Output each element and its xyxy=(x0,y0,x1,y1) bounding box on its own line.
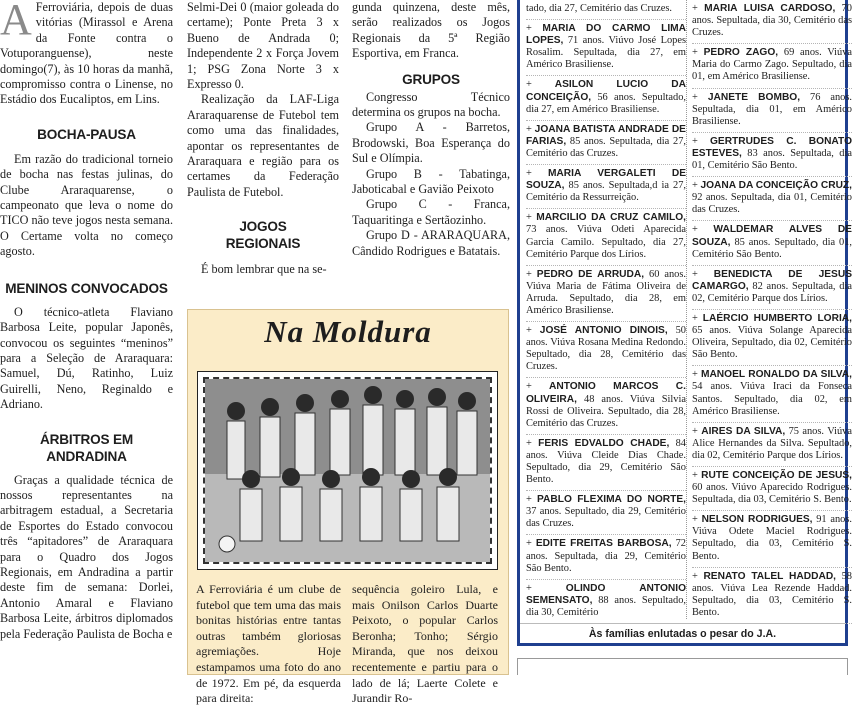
obituary-details: 76 anos. Sepultada, dia 01, em Américo Brasiliense. xyxy=(692,91,852,127)
obituary-details: 60 anos. Viúva Maria de Fátima Oliveira de Arruda. Sepultado, dia 28, em Américo Brasiliense. xyxy=(526,268,686,316)
obituary-name: PABLO FLEXIMA DO NORTE, xyxy=(536,494,686,506)
obituary-entry: + AIRES DA SILVA, 75 anos. Viúva Alice Hernandes da Silva. Sepultado, dia 02, Cemitério Parque dos Lírios. xyxy=(692,423,852,467)
obituary-name: MARIA DO CARMO LIMA LOPES, xyxy=(526,23,686,47)
obituary-entry xyxy=(526,0,686,20)
arbitros-heading: ÁRBITROS EM ANDRADINA xyxy=(40,431,133,464)
obituary-details: 91 anos. Viúva Odete Maciel Rodrigues. Sepultado, dia 03, Cemitério S. Bento. xyxy=(692,514,852,562)
obituary-right-column xyxy=(692,0,852,624)
obituary-name: ASILON LUCIO DA CONCEIÇÃO, xyxy=(526,79,686,103)
column-3 xyxy=(352,0,510,259)
obituary-entry: + JOANA BATISTA ANDRADE DE FARIAS, 85 anos. Sepultada, dia 27, Cemitério das Cruzes. xyxy=(526,121,686,165)
jogos-paragraph: É bom lembrar que na se- xyxy=(201,262,327,277)
obituary-entry: + EDITE FREITAS BARBOSA, 72 anos. Sepultada, dia 29, Cemitério São Bento. xyxy=(526,535,686,579)
obituary-details: 54 anos. Viúva Iraci da Fonseca Santos. Sepultado, dia 02, em Américo Brasiliense. xyxy=(692,381,852,417)
results-paragraph: Selmi-Dei 0 (maior goleada do certame); Ponte Preta 3 x Bueno de Andrada 0; Independente 2 x Força Jovem 1; PSG Zona Norte 3 x Expresso 0. xyxy=(187,0,339,92)
grupo-d: Grupo D - ARARAQUARA, Cândido Rodrigues e Batatais. xyxy=(352,228,510,258)
obituary-entry: + WALDEMAR ALVES DE SOUZA, 85 anos. Sepultado, dia 01, Cemitério São Bento. xyxy=(692,221,852,265)
obituary-entry: + GERTRUDES C. BONATO ESTEVES, 83 anos. Sepultada, dia 01, Cemitério São Bento. xyxy=(692,133,852,177)
obituary-details: 48 anos. Viúva Silvia Rossi de Oliveira. Sepultado, dia 28, Cemitério das Cruzes. xyxy=(526,393,686,429)
obituary-divider xyxy=(686,0,687,619)
obituary-name: MANOEL RONALDO DA SILVA, xyxy=(700,369,852,381)
obituary-name: JOSÉ ANTONIO DINOIS, xyxy=(539,325,668,337)
obituary-entry: + BENEDICTA DE JESUS CAMARGO, 82 anos. Sepultada, dia 02, Cemitério Parque dos Lírios. xyxy=(692,266,852,310)
obituary-entry: + OLINDO ANTONIO SEMENSATO, 88 anos. Sepultado, dia 30, Cemitério xyxy=(526,580,686,624)
obituary-entry: + PEDRO ZAGO, 69 anos. Viúva Maria do Carmo Zago. Sepultado, dia 01, em Américo Brasiliense. xyxy=(692,44,852,88)
obituary-name: MARCILIO DA CRUZ CAMILO, xyxy=(536,212,686,224)
obituary-entry: + LAÉRCIO HUMBERTO LORIA, 65 anos. Viúva Solange Aparecida Oliveira, Sepultado, dia 02, Cemitério São Bento. xyxy=(692,310,852,366)
moldura-title: Na Moldura xyxy=(264,314,432,349)
next-article-box xyxy=(517,658,848,675)
bocha-paragraph: Em razão do tradicional torneio de bocha nas festas julinas, do Clube Araraquarense, o campeonato que leva o nome do TICO não teve jogos nesta semana. O Certame volta no começo agosto. xyxy=(0,151,173,259)
obituary-details: 92 anos. Sepultada, dia 01, Cemitério das Cruzes. xyxy=(692,192,852,216)
obituary-name: AIRES DA SILVA, xyxy=(701,425,786,437)
obituary-name: JANETE BOMBO, xyxy=(707,91,801,103)
obituary-footer: Às famílias enlutadas o pesar do J.A. xyxy=(520,623,845,640)
obituary-details: 71 anos. Viúvo José Lopes Rosalim. Sepultada, dia 27, em Américo Brasiliense. xyxy=(526,35,686,71)
obituary-name: BENEDICTA DE JESUS CAMARGO, xyxy=(692,268,852,292)
obituary-name: PEDRO DE ARRUDA, xyxy=(536,268,645,280)
obituary-details: 58 anos. Viúva Lea Rezende Haddad. Sepultado, dia 03, Cemitério S. Bento. xyxy=(692,570,852,618)
arbitros-paragraph: Graças a qualidade técnica de nossos representantes na arbitragem estadual, a Secretaria de Esportes do Estado convocou três “apitadores” de Araraquara para o Quadro dos Jogos Regionais, em Andradina a partir deste fim de semana: Dorlei, Antonio Amaral e Flaviano Barbosa Leite, árbitros diplomados pela Federação Paulista de Bocha e xyxy=(0,472,173,641)
obituary-name: WALDEMAR ALVES DE SOUZA, xyxy=(692,224,852,248)
obituary-details: 82 anos. Sepultada, dia 02, Cemitério Parque dos Lírios. xyxy=(692,280,852,304)
obituary-details: 85 anos. Sepultada, dia 27, Cemitério das Cruzes. xyxy=(526,135,686,159)
obituary-details: 75 anos. Viúva Alice Hernandes da Silva. Sepultado, dia 02, Cemitério Parque dos Lírios. xyxy=(692,425,852,461)
moldura-text-right: sequência goleiro Lula, e mais Onilson Carlos Duarte Peixoto, o popular Carlos Beronha; Tonho; Sérgio Miranda, que nos deixou recentemente e partiu para o lado de lá; Laerte Colete e Jurandir Ro- xyxy=(352,582,498,706)
obituary-details: 83 anos. Sepultada, dia 01, Cemitério São Bento. xyxy=(692,147,852,172)
obituary-entry: + MARIA VERGALETI DE SOUZA, 85 anos. Sepultada,d ia 27, Cemitério da Ressurreição. xyxy=(526,165,686,209)
obituary-name: JOANA BATISTA ANDRADE DE FARIAS, xyxy=(526,123,686,147)
moldura-text-left: A Ferroviária é um clube de futebol que tem uma das mais bonitas histórias entre tantas outras também gloriosas agremiações. Hoje estampamos uma foto do ano de 1972. Em pé, da esquerda para direita: xyxy=(196,582,341,706)
obituary-entry: + FERIS EDVALDO CHADE, 84 anos. Viúva Cleide Dias Chade. Sepultado, dia 29, Cemitério São Bento. xyxy=(526,435,686,491)
obituary-name: LAÉRCIO HUMBERTO LORIA, xyxy=(702,312,852,324)
obituary-entry: + JANETE BOMBO, 76 anos. Sepultada, dia 01, em Américo Brasiliense. xyxy=(692,89,852,133)
obituary-name: GERTRUDES C. BONATO ESTEVES, xyxy=(692,135,852,159)
obituary-entry: + MARIA LUISA CARDOSO, 70 anos. Sepultada, dia 30, Cemitério das Cruzes. xyxy=(692,0,852,44)
dropcap: A xyxy=(0,0,32,44)
obituary-entry: + MANOEL RONALDO DA SILVA, 54 anos. Viúva Iraci da Fonseca Santos. Sepultado, dia 02, em Américo Brasiliense. xyxy=(692,366,852,422)
team-photo-illustration xyxy=(205,379,490,562)
column-1 xyxy=(0,0,173,642)
bocha-heading: BOCHA-PAUSA xyxy=(37,126,136,142)
obituary-box xyxy=(517,0,852,646)
grupos-heading: GRUPOS xyxy=(402,71,460,87)
obituary-details: 85 anos. Sepultado, dia 01, Cemitério São Bento. xyxy=(692,236,852,260)
obituary-entry: + MARCILIO DA CRUZ CAMILO, 73 anos. Viúva Odeti Aparecida Garcia Camilo. Sepultado, dia 27, Cemitério Parque dos Lírios. xyxy=(526,209,686,265)
obituary-entry: + RUTE CONCEIÇÃO DE JESUS, 60 anos. Viúvo Aparecido Rodrigues. Sepultada, dia 03, Cemitério S. Bento. xyxy=(692,467,852,511)
grupo-c: Grupo C - Franca, Taquaritinga e Sertãozinho. xyxy=(352,197,510,227)
obituary-entry: + PABLO FLEXIMA DO NORTE, 37 anos. Sepultado, dia 29, Cemitério das Cruzes. xyxy=(526,491,686,535)
obituary-details: 50 anos. Viúva Rosana Medina Redondo. Sepultado, dia 28, Cemitério das Cruzes. xyxy=(526,325,686,373)
grupos-intro: Congresso Técnico determina os grupos na bocha. xyxy=(352,89,510,120)
team-photo xyxy=(197,371,498,570)
obituary-entry: + RENATO TALEL HADDAD, 58 anos. Viúva Lea Rezende Haddad. Sepultado, dia 03, Cemitério S. Bento. xyxy=(692,568,852,624)
column-2 xyxy=(187,0,339,278)
obituary-entry: + NELSON RODRIGUES, 91 anos. Viúva Odete Maciel Rodrigues. Sepultado, dia 03, Cemitério S. Bento. xyxy=(692,511,852,567)
obituary-name: RENATO TALEL HADDAD, xyxy=(703,570,837,582)
laf-paragraph: Realização da LAF-Liga Araraquarense de Futebol tem como uma das finalidades, apontar os representantes de Araraquara e região para os certames da Federação Paulista de Futebol. xyxy=(187,92,339,199)
obituary-name: JOANA DA CONCEIÇÃO CRUZ, xyxy=(700,180,852,192)
obituary-name: MARIA LUISA CARDOSO, xyxy=(704,3,836,14)
obituary-name: NELSON RODRIGUES, xyxy=(701,514,813,526)
obituary-details: 70 anos. Sepultada, dia 30, Cemitério das Cruzes. xyxy=(692,3,852,39)
jogos-heading: JOGOS REGIONAIS xyxy=(225,219,301,252)
obituary-details: 37 anos. Sepultado, dia 29, Cemitério das Cruzes. xyxy=(526,506,686,530)
obituary-name: FERIS EDVALDO CHADE, xyxy=(538,437,670,449)
team-photo-image xyxy=(203,377,492,564)
obituary-name: OLINDO ANTONIO SEMENSATO, xyxy=(526,582,686,606)
obituary-name: PEDRO ZAGO, xyxy=(703,47,779,59)
obituary-entry: + ASILON LUCIO DA CONCEIÇÃO, 56 anos. Sepultado, dia 27, em Américo Brasiliense. xyxy=(526,76,686,120)
obituary-entry: + ANTONIO MARCOS C. OLIVEIRA, 48 anos. Viúva Silvia Rossi de Oliveira. Sepultado, dia 28, Cemitério das Cruzes. xyxy=(526,378,686,434)
obituary-details: tado, dia 27, Cemitério das Cruzes. xyxy=(526,3,673,14)
obituary-entry: + JOSÉ ANTONIO DINOIS, 50 anos. Viúva Rosana Medina Redondo. Sepultado, dia 28, Cemitério das Cruzes. xyxy=(526,322,686,378)
obituary-details: 65 anos. Viúva Solange Aparecida Oliveira, Sepultado, dia 02, Cemitério São Bento. xyxy=(692,325,852,361)
intro-paragraph: A Ferroviária, depois de duas vitórias (Mirassol e Arena da Fonte contra o Votuporanguense), neste domingo(7), às 10 horas da manhã, compromisso contra o Linense, no Estádio dos Eucaliptos, em Lins. xyxy=(0,0,173,107)
obituary-entry: + JOANA DA CONCEIÇÃO CRUZ, 92 anos. Sepultada, dia 01, Cemitério das Cruzes. xyxy=(692,177,852,221)
obituary-details: 72 anos. Sepultada, dia 29, Cemitério São Bento. xyxy=(526,538,686,574)
na-moldura-box xyxy=(187,309,509,706)
obituary-details: 56 anos. Sepultado, dia 27, em Américo Brasiliense. xyxy=(526,91,686,115)
obituary-details: 88 anos. Sepultado, dia 30, Cemitério xyxy=(526,594,686,618)
obituary-name: ANTONIO MARCOS C. OLIVEIRA, xyxy=(526,381,686,405)
obituary-details: 73 anos. Viúva Odeti Aparecida Garcia Camilo. Sepultado, dia 27, Cemitério Parque dos Lírios. xyxy=(526,224,686,260)
meninos-paragraph: O técnico-atleta Flaviano Barbosa Leite, popular Japonês, convocou os seguintes “meninos” para a Seleção de Araraquara: Samuel, Dú, Ratinho, Luiz Guirelli, Neno, Reginaldo e Adriano. xyxy=(0,304,173,412)
grupo-b: Grupo B - Tabatinga, Jaboticabal e Gavião Peixoto xyxy=(352,166,510,197)
obituary-left-column xyxy=(526,0,686,624)
obituary-name: RUTE CONCEIÇÃO DE JESUS, xyxy=(701,470,852,481)
obituary-entry: + MARIA DO CARMO LIMA LOPES, 71 anos. Viúvo José Lopes Rosalim. Sepultada, dia 27, em Américo Brasiliense. xyxy=(526,20,686,76)
obituary-entry: + PEDRO DE ARRUDA, 60 anos. Viúva Maria de Fátima Oliveira de Arruda. Sepultado, dia 28, em Américo Brasiliense. xyxy=(526,266,686,322)
regionais-paragraph: gunda quinzena, deste mês, serão realizados os Jogos Regionais da 5ª Região Esportiva, em Franca. xyxy=(352,0,510,61)
grupo-a: Grupo A - Barretos, Brodowski, Boa Esperança do Sul e Olímpia. xyxy=(352,120,510,166)
obituary-details: 84 anos. Viúva Cleide Dias Chade. Sepultado, dia 29, Cemitério São Bento. xyxy=(526,437,686,486)
obituary-details: 69 anos. Viúva Maria do Carmo Zago. Sepultado, dia 01, em Américo Brasiliense. xyxy=(692,47,852,83)
obituary-details: 60 anos. Viúvo Aparecido Rodrigues. Sepultada, dia 03, Cemitério S. Bento. xyxy=(692,482,852,506)
obituary-details: 85 anos. Sepultada,d ia 27, Cemitério da Ressurreição. xyxy=(526,180,686,204)
obituary-name: EDITE FREITAS BARBOSA, xyxy=(535,538,672,550)
obituary-name: MARIA VERGALETI DE SOUZA, xyxy=(526,168,686,192)
meninos-heading: MENINOS CONVOCADOS xyxy=(5,280,168,296)
